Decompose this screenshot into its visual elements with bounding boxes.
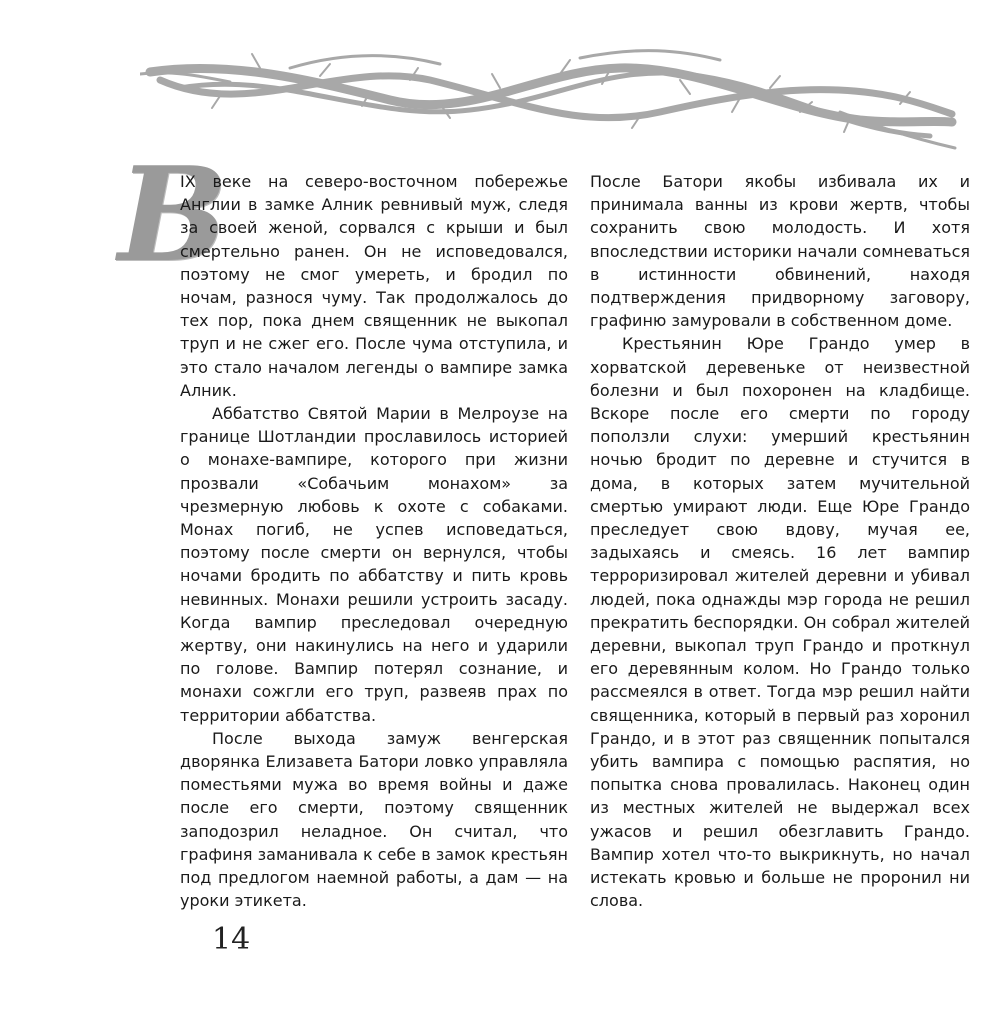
paragraph-alnwick: IX веке на северо-восточном побережье Англии в замке Алник ревнивый муж, следя за своей женой, сорвался с крыши и был смертельно ранен. Он не исповедовался, поэтому не смог умереть, и бродил по ночам, разнося чуму. Так продолжалось до тех пор, пока днем священник не выкопал труп и не сжег его. После чума отступила, и это стало началом легенды о вампире замка Алник. (180, 172, 568, 400)
paragraph-bathory: После выхода замуж венгерская дворянка Елизавета Батори ловко управляла поместьями мужа во время войны и даже после его смерти, поэтому священник заподозрил неладное. Он считал, что графиня заманивала к себе в замок крестьян под предлогом наемной работы, а дам — на уроки этикета. (180, 728, 568, 911)
paragraph-bathory-continued: После Батори якобы избивала их и принимала ванны из крови жертв, чтобы сохранить свою молодость. И хотя впоследствии историки начали сомневаться в истинности обвинений, находя подтверждения придворному заговору, графиню замуровали в собственном доме. (590, 172, 970, 331)
thorn-vine-ornament (140, 40, 960, 160)
drop-cap: В (118, 138, 228, 291)
right-column (590, 170, 970, 913)
left-column (180, 170, 568, 913)
paragraph-melrose: Аббатство Святой Марии в Мелроузе на границе Шотландии прославилось историей о монахе-вампире, которого при жизни прозвали «Собачьим монахом» за чрезмерную любовь к охоте с собаками. Монах погиб, не успев исповедаться, поэтому после смерти он вернулся, чтобы ночами бродить по аббатству и пить кровь невинных. Монахи решили устроить засаду. Когда вампир преследовал очередную жертву, они накинулись на него и ударили по голове. Вампир потерял сознание, и монахи сожгли его труп, развеяв прах по территории аббатства. (180, 404, 568, 725)
paragraph-grando: Крестьянин Юре Грандо умер в хорватской деревеньке от неизвестной болезни и был похоронен на кладбище. Вскоре после его смерти по городу поползли слухи: умерший крестьянин ночью бродит по деревне и стучится в дома, в которых затем мучительной смертью умирают люди. Еще Юре Грандо преследует свою вдову, мучая ее, задыхаясь и смеясь. 16 лет вампир терроризировал жителей деревни и убивал людей, пока однажды мэр города не решил прекратить беспорядки. Он собрал жителей деревни, выкопал труп Грандо и проткнул его деревянным колом. Но Грандо только рассмеялся в ответ. Тогда мэр решил найти священника, который в первый раз хоронил Грандо, и в этот раз священник попытался убить вампира с помощью распятия, но попытка снова провалилась. Наконец один из местных жителей не выдержал всех ужасов и решил обезглавить Грандо. Вампир хотел что-то выкрикнуть, но начал истекать кровью и больше не проронил ни слова. (590, 334, 970, 911)
page-number: 14 (212, 922, 251, 957)
